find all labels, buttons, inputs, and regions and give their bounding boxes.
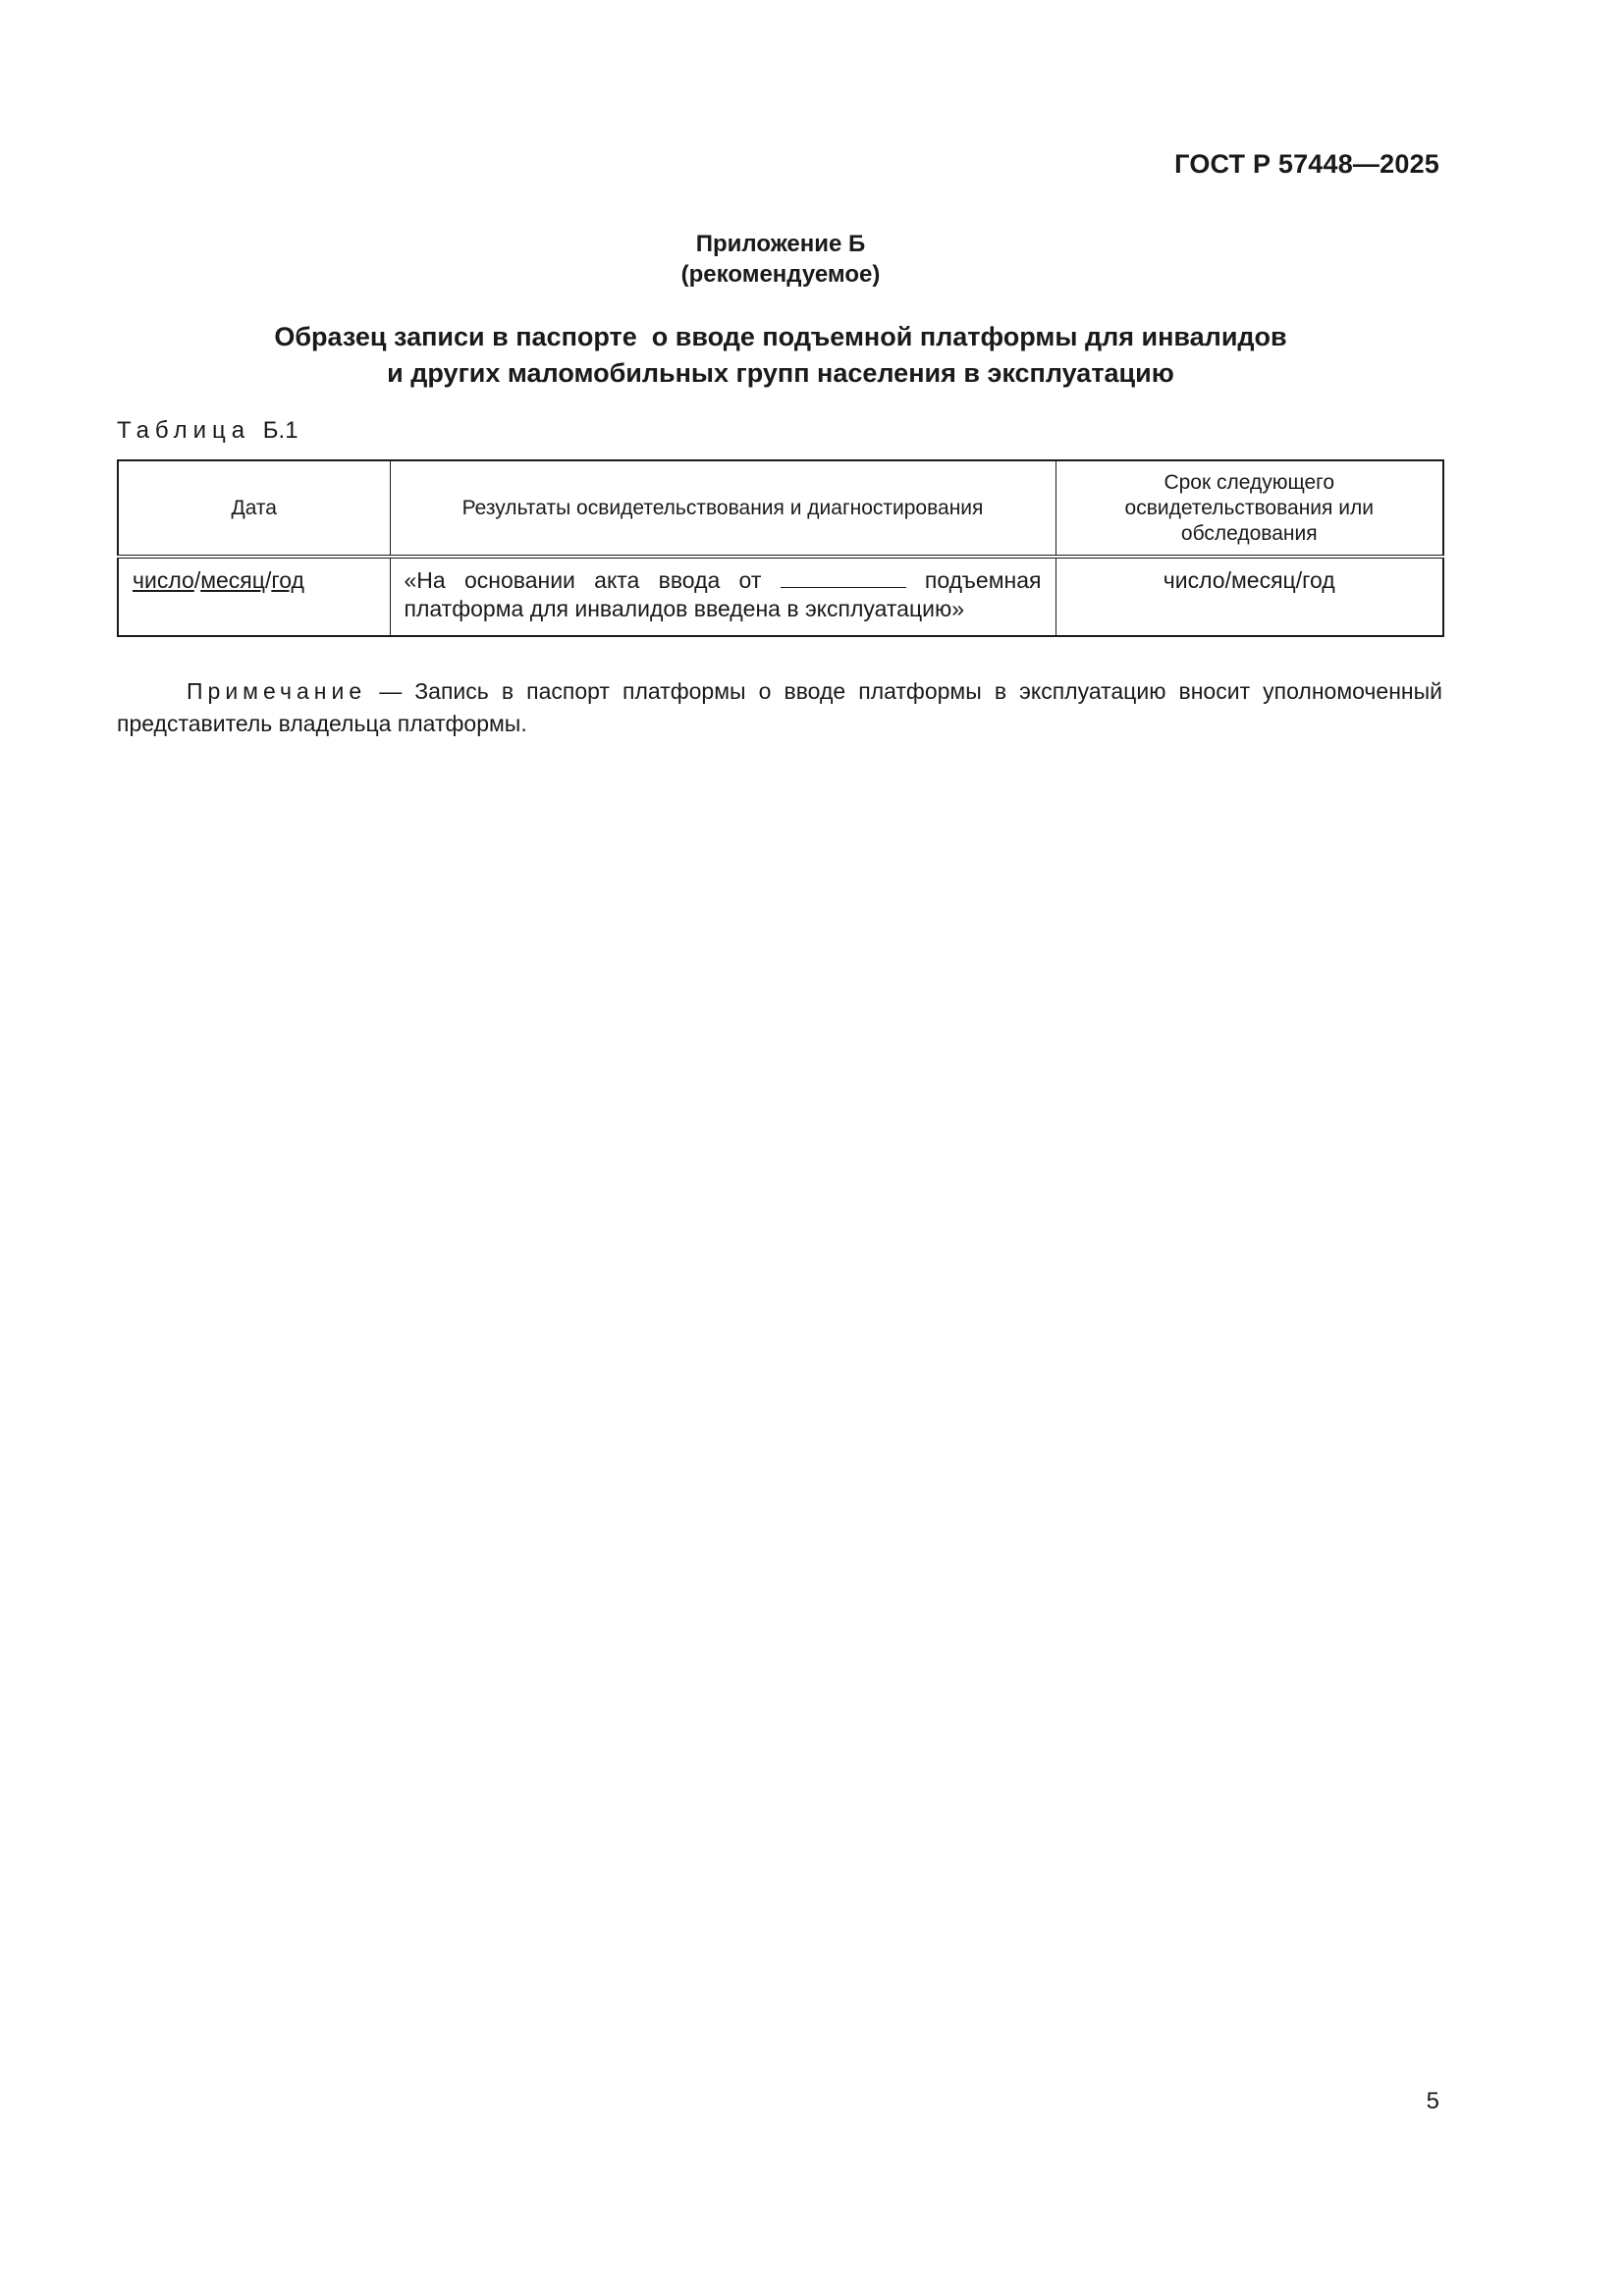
table-header-row [118,460,1443,557]
appendix-title: Приложение Б [695,231,866,257]
date-separator-2: / [264,567,272,593]
section-title-line-2: и других маломобильных групп населения в эксплуатацию [387,358,1174,388]
date-day: число [133,567,194,593]
table-row [118,557,1443,636]
date-separator-1: / [193,567,201,593]
result-text-start: «На основании акта ввода от [404,567,762,593]
record-table [117,459,1444,637]
note-text: — Запись в паспорт платформы о вводе платформы в эксплуатацию вносит уполномоченный представитель владельца платформы. [117,678,1442,736]
result-text-end: подъемная платформа для инвалидов введена в эксплуатацию» [404,567,1042,621]
date-year: год [271,567,304,593]
header-results: Результаты освидетельствования и диагностирования [390,460,1056,557]
table-caption-number: Б.1 [262,417,298,444]
table-caption-label: Таблица [117,417,251,444]
document-id: ГОСТ Р 57448—2025 [1174,149,1439,179]
date-cell [118,557,390,636]
page-number: 5 [1426,2088,1439,2114]
note-label: Примечание [187,678,367,704]
next-term-cell: число/месяц/год [1056,557,1443,636]
note [117,675,1442,740]
result-cell [390,557,1056,636]
table-caption [117,417,298,445]
header-date: Дата [118,460,390,557]
section-title [0,319,1561,392]
appendix-heading [0,229,1561,290]
header-next-term: Срок следующего освидетельствования или обследования [1056,460,1443,557]
fill-in-blank [781,567,906,588]
date-month: месяц [200,567,265,593]
section-title-line-1: Образец записи в паспорте о вводе подъемной платформы для инвалидов [274,322,1287,351]
appendix-status: (рекомендуемое) [680,261,881,288]
